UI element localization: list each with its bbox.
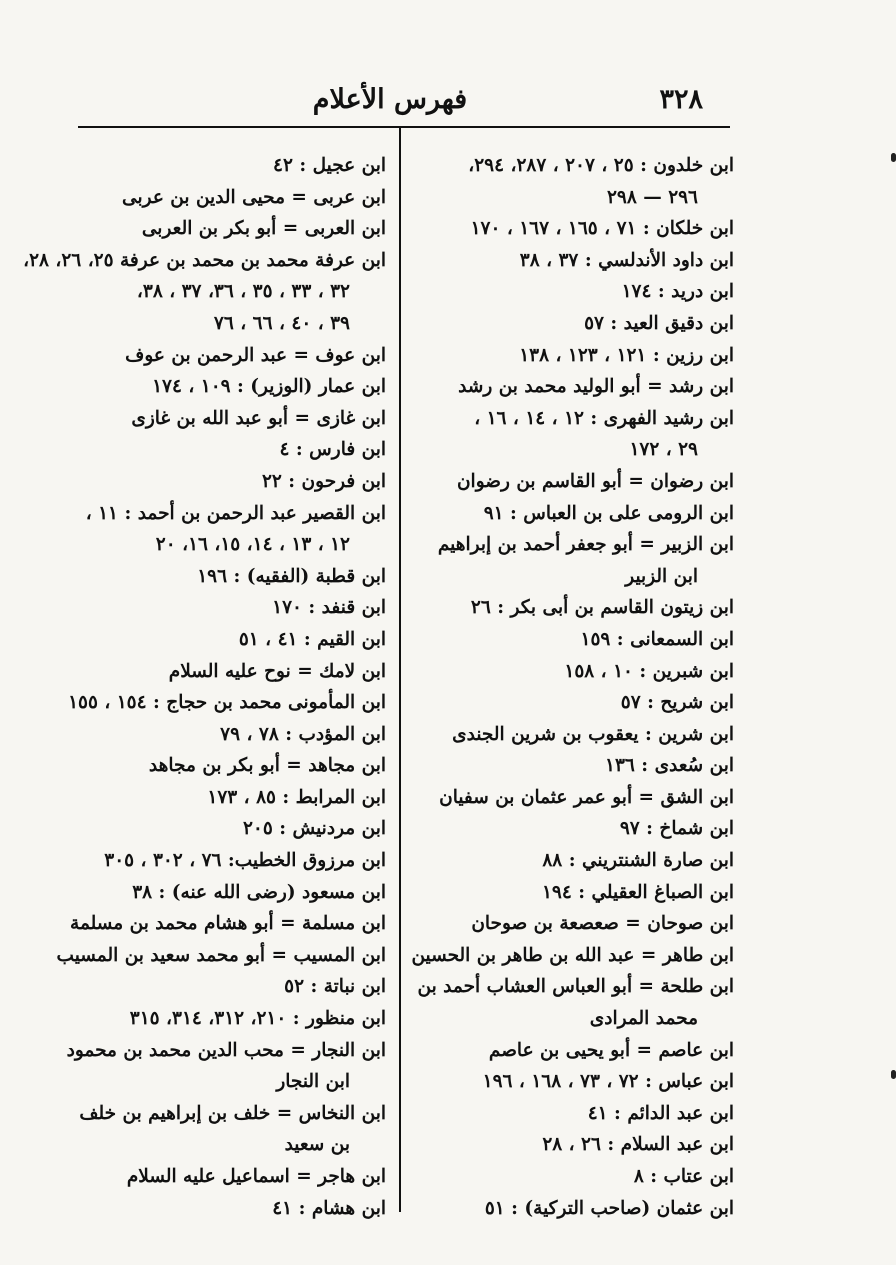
- index-entry: ابن القصير عبد الرحمن بن أحمد : ١١ ،: [85, 502, 386, 524]
- index-entry: ابن خلكان : ٧١ ، ١٦٥ ، ١٦٧ ، ١٧٠: [470, 218, 734, 240]
- index-entry: ابن رضوان = أبو القاسم بن رضوان: [456, 470, 734, 492]
- index-entry: ابن شريح : ٥٧: [620, 692, 734, 714]
- index-entry: ابن السمعانى : ١٥٩: [580, 628, 734, 650]
- column-divider: [399, 127, 401, 1212]
- index-entry: ابن مسلمة = أبو هشام محمد بن مسلمة: [70, 913, 386, 935]
- index-entry: ابن عباس : ٧٢ ، ٧٣ ، ١٦٨ ، ١٩٦: [482, 1071, 734, 1093]
- index-entry-continuation: ٢٩ ، ١٧٢: [629, 439, 698, 461]
- index-entry: ابن لامك = نوح عليه السلام: [168, 660, 386, 682]
- index-entry: ابن الرومى على بن العباس : ٩١: [483, 502, 734, 524]
- index-entry: ابن خلدون : ٢٥ ، ٢٠٧ ، ٢٨٧، ٢٩٤،: [468, 155, 734, 176]
- index-entry: ابن عتاب : ٨: [633, 1166, 734, 1187]
- index-entry: ابن عرفة محمد بن محمد بن عرفة ٢٥، ٢٦، ٢٨،: [23, 249, 386, 271]
- index-entry: ابن شماخ : ٩٧: [619, 818, 734, 840]
- index-entry: ابن عجيل : ٤٢: [273, 155, 386, 176]
- index-entry: ابن زيتون القاسم بن أبى بكر : ٢٦: [470, 597, 734, 619]
- index-entry: ابن غازى = أبو عبد الله بن غازى: [131, 407, 386, 429]
- index-entry: ابن فارس : ٤: [279, 439, 386, 461]
- index-entry: ابن المؤدب : ٧٨ ، ٧٩: [220, 723, 386, 745]
- index-entry: ابن فرحون : ٢٢: [261, 470, 386, 492]
- index-entry: ابن عبد السلام : ٢٦ ، ٢٨: [542, 1134, 734, 1156]
- index-entry: ابن قطبة (الفقيه) : ١٩٦: [197, 565, 386, 587]
- index-entry: ابن صارة الشنتريني : ٨٨: [542, 850, 734, 872]
- index-entry: ابن رشد = أبو الوليد محمد بن رشد: [458, 376, 734, 398]
- index-entry-continuation: محمد المرادى: [589, 1008, 698, 1030]
- index-entry-continuation: ١٢ ، ١٣ ، ١٤، ١٥، ١٦، ٢٠: [155, 534, 350, 556]
- index-entry: ابن دريد : ١٧٤: [621, 281, 734, 303]
- index-entry: ابن مرزوق الخطيب: ٧٦ ، ٣٠٢ ، ٣٠٥: [104, 850, 386, 872]
- index-entry: ابن المأمونى محمد بن حجاج : ١٥٤ ، ١٥٥: [68, 692, 386, 714]
- header-rule: [78, 126, 730, 128]
- index-entry: ابن شرين : يعقوب بن شرين الجندى: [452, 723, 734, 745]
- index-entry-continuation: ابن الزبير: [625, 565, 698, 587]
- page-number: ٣٢٨: [659, 84, 703, 115]
- index-column-left: [23, 150, 386, 1224]
- index-entry: ابن عوف = عبد الرحمن بن عوف: [125, 344, 386, 366]
- index-entry: ابن النخاس = خلف بن إبراهيم بن خلف: [79, 1102, 386, 1124]
- index-entry-continuation: ٣٢ ، ٣٣ ، ٣٥ ، ٣٦، ٣٧ ، ٣٨،: [136, 281, 350, 303]
- margin-mark-bottom: [891, 1070, 896, 1079]
- index-entry: ابن مجاهد = أبو بكر بن مجاهد: [148, 755, 386, 777]
- index-entry: ابن الزبير = أبو جعفر أحمد بن إبراهيم: [437, 534, 734, 556]
- index-entry: ابن دقيق العيد : ٥٧: [584, 312, 734, 334]
- page-title: فهرس الأعلام: [312, 84, 468, 115]
- index-entry: ابن قنفد : ١٧٠: [272, 597, 386, 619]
- index-entry: ابن منظور : ٢١٠، ٣١٢، ٣١٤، ٣١٥: [129, 1008, 386, 1030]
- index-entry: ابن المرابط : ٨٥ ، ١٧٣: [207, 786, 386, 808]
- index-entry: ابن طاهر = عبد الله بن طاهر بن الحسين: [411, 944, 734, 966]
- index-entry: ابن عبد الدائم : ٤١: [587, 1102, 734, 1124]
- index-entry: ابن عربى = محيى الدين بن عربى: [122, 186, 386, 208]
- index-entry-continuation: ٣٩ ، ٤٠ ، ٦٦ ، ٧٦: [213, 312, 350, 334]
- index-entry: ابن رشيد الفهرى : ١٢ ، ١٤ ، ١٦ ،: [474, 407, 734, 429]
- index-entry: ابن عثمان (صاحب التركية) : ٥١: [484, 1197, 734, 1219]
- index-entry-continuation: ابن النجار: [276, 1071, 350, 1093]
- index-entry: ابن شبرين : ١٠ ، ١٥٨: [564, 660, 734, 682]
- index-column-right: [411, 150, 734, 1224]
- index-entry: ابن مردنيش : ٢٠٥: [242, 818, 386, 840]
- index-entry: ابن النجار = محب الدين محمد بن محمود: [66, 1039, 386, 1061]
- index-entry: ابن المسيب = أبو محمد سعيد بن المسيب: [56, 944, 386, 966]
- index-entry-continuation: ٢٩٦ — ٢٩٨: [606, 186, 698, 208]
- index-entry: ابن الصباغ العقيلي : ١٩٤: [541, 881, 734, 903]
- index-entry: ابن الشق = أبو عمر عثمان بن سفيان: [439, 786, 734, 808]
- index-entry: ابن داود الأندلسي : ٣٧ ، ٣٨: [519, 249, 734, 271]
- index-entry: ابن طلحة = أبو العباس العشاب أحمد بن: [417, 976, 734, 998]
- index-entry: ابن عمار (الوزير) : ١٠٩ ، ١٧٤: [152, 376, 386, 398]
- index-entry: ابن مسعود (رضى الله عنه) : ٣٨: [132, 881, 386, 903]
- index-entry: ابن القيم : ٤١ ، ٥١: [238, 628, 386, 650]
- index-entry: ابن هاجر = اسماعيل عليه السلام: [126, 1166, 386, 1187]
- index-entry: ابن نباتة : ٥٢: [284, 976, 386, 998]
- index-entry: ابن عاصم = أبو يحيى بن عاصم: [488, 1039, 734, 1061]
- margin-mark-top: [891, 153, 896, 162]
- index-entry: ابن رزين : ١٢١ ، ١٢٣ ، ١٣٨: [519, 344, 734, 366]
- index-entry: ابن سُعدى : ١٣٦: [605, 755, 734, 777]
- index-entry: ابن هشام : ٤١: [272, 1197, 386, 1219]
- index-entry-continuation: بن سعيد: [284, 1134, 350, 1156]
- index-entry: ابن صوحان = صعصعة بن صوحان: [471, 913, 734, 935]
- index-entry: ابن العربى = أبو بكر بن العربى: [141, 218, 386, 240]
